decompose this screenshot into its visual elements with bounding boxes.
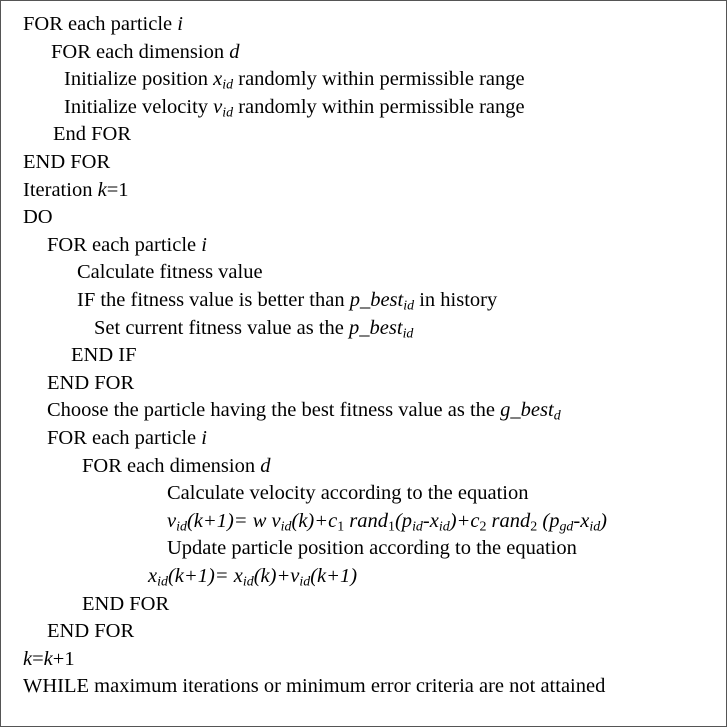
- line-text: (k)+v: [253, 565, 300, 587]
- line-text: id: [242, 574, 254, 590]
- line-text: x: [213, 68, 223, 91]
- line-text: FOR each dimension: [51, 40, 230, 63]
- line-text: id: [589, 519, 601, 535]
- line-text: randomly within permissible range: [233, 95, 525, 118]
- line-text: Choose the particle having the best fitness value as the: [47, 399, 501, 422]
- line-text: -x: [422, 509, 439, 532]
- line-text: id: [222, 77, 234, 93]
- pseudocode-line: [47, 233, 207, 257]
- line-text: (p: [537, 509, 560, 532]
- line-text: k: [43, 647, 53, 670]
- line-text: p_best: [349, 289, 404, 311]
- line-text: p_best: [349, 316, 403, 339]
- pseudocode-line: [23, 178, 129, 202]
- line-text: Update particle position according to the equation: [167, 537, 577, 560]
- line-text: d: [553, 408, 561, 424]
- line-text: Iteration: [23, 178, 98, 201]
- pseudocode-line: [53, 122, 131, 146]
- line-text: 1: [388, 519, 395, 535]
- line-text: id: [280, 519, 292, 535]
- line-text: Calculate velocity according to the equation: [167, 482, 529, 505]
- line-text: FOR each particle: [23, 13, 178, 35]
- line-text: END FOR: [47, 620, 135, 643]
- subscript: [243, 574, 254, 589]
- pseudocode-line: [77, 288, 497, 312]
- pseudocode-line: [82, 454, 270, 478]
- line-text: =1: [106, 178, 129, 201]
- line-text: FOR each dimension: [82, 454, 261, 477]
- line-text: in history: [414, 289, 498, 311]
- subscript: [281, 519, 292, 534]
- pseudocode-line: [47, 371, 134, 395]
- subscript: [388, 519, 395, 534]
- pseudocode-line: [47, 619, 134, 643]
- line-text: v: [213, 95, 223, 118]
- line-text: DO: [23, 206, 53, 229]
- line-text: FOR each particle: [47, 233, 202, 256]
- pseudocode-line: [47, 398, 561, 422]
- line-text: (k+1): [310, 565, 358, 587]
- line-text: WHILE maximum iterations or minimum error criteria are not attained: [23, 675, 606, 698]
- line-text: rand: [344, 509, 389, 532]
- pseudocode-line: [23, 647, 75, 671]
- line-text: i: [177, 13, 183, 35]
- line-text: id: [403, 298, 415, 314]
- line-text: 2: [479, 519, 487, 535]
- pseudocode-line: [23, 150, 110, 174]
- line-text: +1: [52, 647, 75, 670]
- subscript: [559, 519, 573, 534]
- subscript: [403, 298, 414, 313]
- line-text: g_best: [500, 399, 554, 422]
- line-text: IF the fitness value is better than: [77, 289, 350, 311]
- subscript: [222, 105, 233, 120]
- pseudocode-line: [77, 260, 263, 284]
- line-text: =: [32, 647, 44, 670]
- pseudocode-line: [71, 343, 136, 367]
- line-text: )+c: [449, 509, 480, 532]
- pseudocode-line: [148, 564, 357, 588]
- line-text: i: [201, 233, 207, 256]
- line-text: Initialize velocity: [64, 95, 214, 118]
- line-text: END FOR: [47, 371, 135, 394]
- subscript: [176, 519, 187, 534]
- line-text: x: [148, 565, 158, 587]
- line-text: d: [260, 454, 271, 477]
- line-text: -x: [573, 509, 590, 532]
- subscript: [554, 409, 561, 424]
- line-text: k: [97, 178, 107, 201]
- subscript: [222, 78, 233, 93]
- pseudocode-line: [23, 205, 53, 229]
- line-text: gd: [559, 519, 574, 535]
- line-text: id: [412, 519, 423, 535]
- subscript: [157, 574, 168, 589]
- line-text: END FOR: [82, 592, 170, 615]
- line-text: Initialize position: [64, 68, 214, 91]
- subscript: [412, 519, 423, 534]
- subscript: [403, 326, 414, 341]
- line-text: id: [222, 105, 234, 121]
- line-text: randomly within permissible range: [233, 68, 525, 91]
- line-text: v: [167, 509, 177, 532]
- line-text: Calculate fitness value: [77, 261, 263, 284]
- line-text: i: [201, 427, 207, 449]
- line-text: End FOR: [53, 123, 132, 146]
- pseudocode-line: [23, 12, 183, 36]
- pseudocode-line: [64, 67, 525, 91]
- line-text: END FOR: [23, 151, 111, 173]
- line-text: id: [176, 519, 187, 535]
- line-text: END IF: [71, 344, 137, 367]
- pseudocode-line: [47, 426, 207, 450]
- line-text: id: [402, 326, 414, 342]
- line-text: 2: [530, 519, 538, 535]
- line-text: (k+1)= w v: [186, 509, 281, 532]
- line-text: (p: [394, 509, 413, 532]
- line-text: id: [438, 519, 450, 535]
- line-text: d: [229, 40, 240, 63]
- subscript: [439, 519, 450, 534]
- pseudocode-line: [167, 536, 577, 560]
- line-text: k: [23, 647, 33, 670]
- pseudocode-line: [23, 674, 605, 698]
- line-text: (k)+c: [291, 509, 338, 532]
- line-text: 1: [337, 519, 345, 535]
- pseudocode-line: [94, 316, 413, 340]
- line-text: FOR each particle: [47, 427, 202, 449]
- pseudocode-line: [167, 481, 528, 505]
- line-text: id: [157, 574, 168, 590]
- line-text: id: [299, 574, 311, 590]
- line-text: Set current fitness value as the: [94, 316, 350, 339]
- pseudocode-line: [51, 40, 239, 64]
- line-text: rand: [486, 509, 531, 532]
- pseudocode-line: [167, 509, 607, 533]
- line-text: ): [600, 509, 607, 532]
- pseudocode-line: [82, 592, 169, 616]
- subscript: [589, 519, 600, 534]
- subscript: [299, 574, 310, 589]
- pseudocode-line: [64, 95, 525, 119]
- line-text: (k+1)= x: [167, 565, 243, 587]
